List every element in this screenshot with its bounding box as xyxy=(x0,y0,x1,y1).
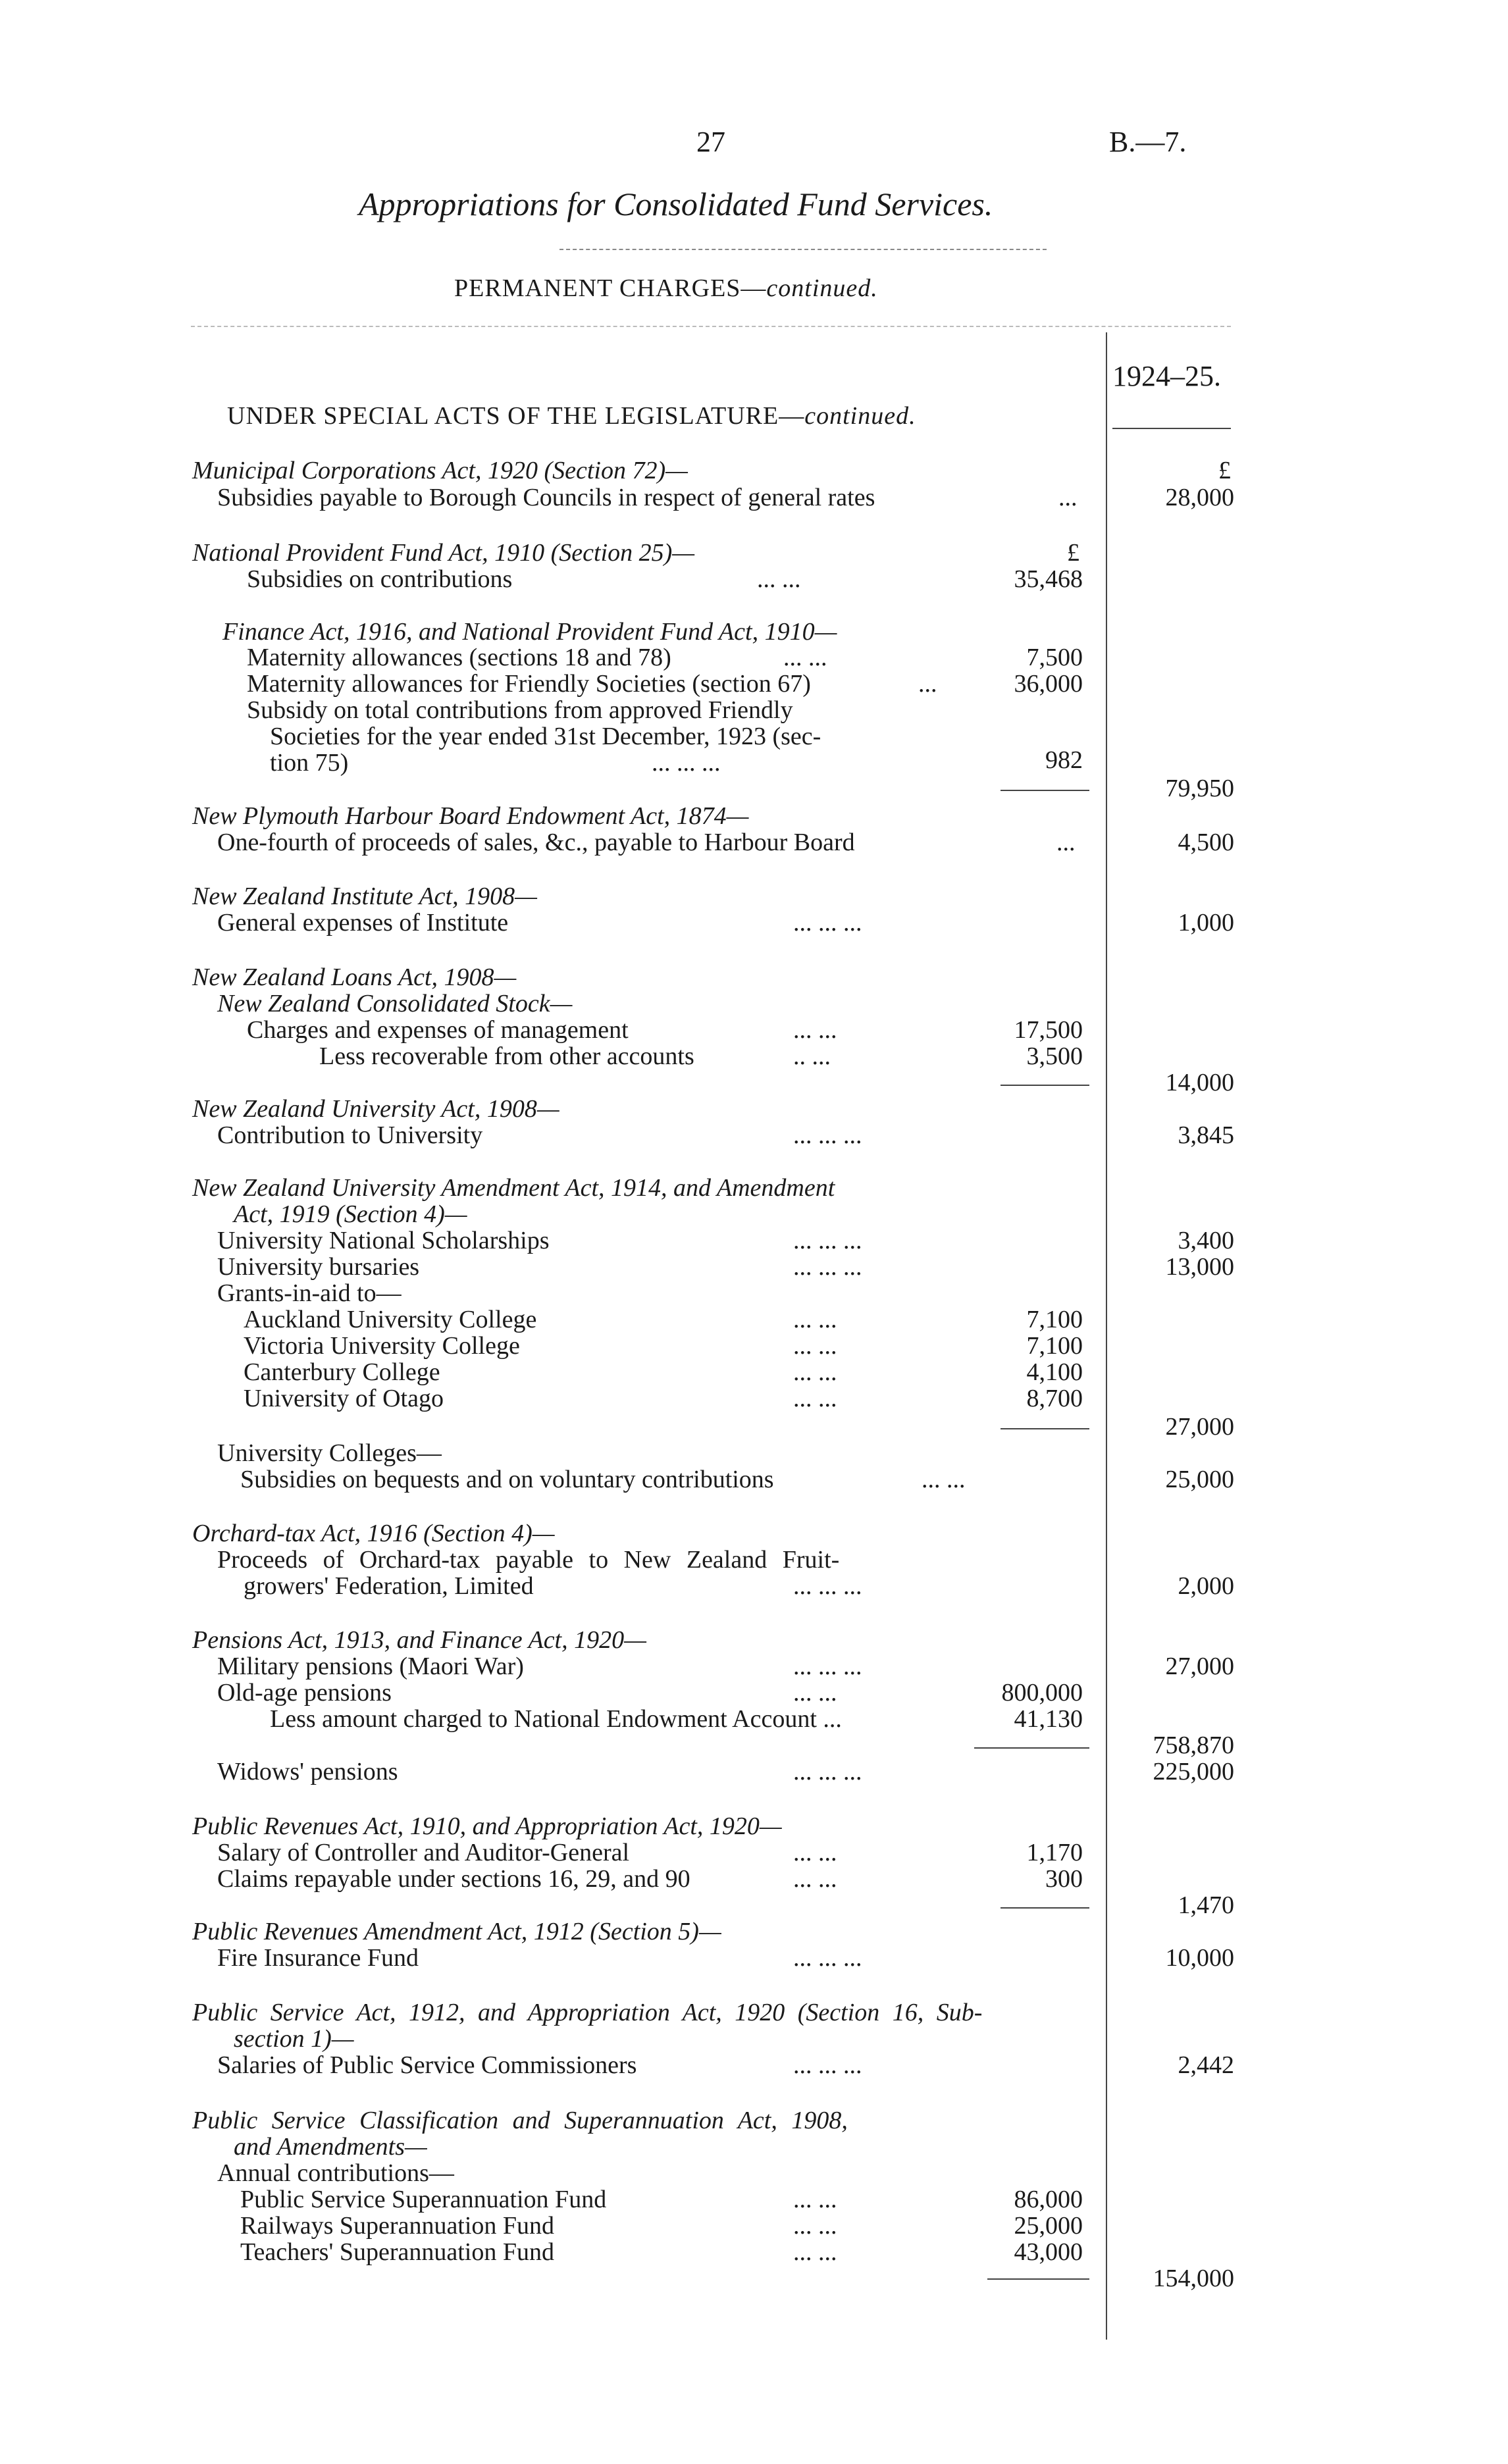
act-plymouth: New Plymouth Harbour Board Endowment Act, 1874— xyxy=(192,802,749,830)
amount-charges: 17,500 xyxy=(1014,1016,1083,1044)
total-nz-loans: 14,000 xyxy=(1165,1069,1234,1096)
total-bursaries: 13,000 xyxy=(1165,1253,1234,1281)
dots: .. ... xyxy=(793,1042,831,1070)
item-subsidy-l2: Societies for the year ended 31st December, 1923 (sec- xyxy=(270,723,821,750)
item-fire-insurance: Fire Insurance Fund xyxy=(217,1944,419,1972)
item-contribution: Contribution to University xyxy=(217,1121,483,1149)
dots: ... ... xyxy=(922,1466,966,1493)
dots: ... ... ... xyxy=(793,1944,862,1972)
dots: ... xyxy=(918,670,937,698)
item-nz-institute: General expenses of Institute xyxy=(217,909,509,937)
act-nzu-amendment-l2: Act, 1919 (Section 4)— xyxy=(234,1200,467,1228)
dots: ... ... ... xyxy=(793,1758,862,1785)
act-revenues-amendment: Public Revenues Amendment Act, 1912 (Section 5)— xyxy=(192,1918,721,1945)
item-plymouth: One-fourth of proceeds of sales, &c., payable to Harbour Board xyxy=(217,829,855,856)
act-nzu-amendment-l1: New Zealand University Amendment Act, 1914, and Amendment xyxy=(192,1174,835,1202)
item-military-pensions: Military pensions (Maori War) xyxy=(217,1653,524,1680)
dots: ... ... xyxy=(793,2238,837,2266)
dots: ... ... xyxy=(793,1865,837,1893)
total-nz-institute: 1,000 xyxy=(1178,909,1234,937)
section-heading: UNDER SPECIAL ACTS OF THE LEGISLATURE—continued. xyxy=(227,402,916,430)
item-maternity-friendly: Maternity allowances for Friendly Societies (section 67) xyxy=(247,670,811,698)
total-fire-insurance: 10,000 xyxy=(1165,1944,1234,1972)
act-classification-l1: Public Service Classification and Superannuation Act, 1908, xyxy=(192,2107,848,2134)
item-orchard-l1: Proceeds of Orchard-tax payable to New Zealand Fruit- xyxy=(217,1546,840,1574)
amount-teachers-fund: 43,000 xyxy=(1014,2238,1083,2266)
item-teachers-fund: Teachers' Superannuation Fund xyxy=(240,2238,554,2266)
page-subtitle: PERMANENT CHARGES—continued. xyxy=(454,274,878,302)
item-municipal: Subsidies payable to Borough Councils in respect of general rates xyxy=(217,484,875,511)
item-subsidy-l1: Subsidy on total contributions from approved Friendly xyxy=(247,696,793,724)
dots: ... ... xyxy=(793,1358,837,1386)
act-public-service-l2: section 1)— xyxy=(234,2025,354,2053)
amount-maternity-friendly: 36,000 xyxy=(1014,670,1083,698)
amount-railways-fund: 25,000 xyxy=(1014,2212,1083,2240)
total-orchard: 2,000 xyxy=(1178,1572,1234,1600)
dots: ... ... ... xyxy=(793,1653,862,1680)
item-otago: University of Otago xyxy=(244,1385,444,1412)
item-charges: Charges and expenses of management xyxy=(247,1016,629,1044)
subtotal-rule xyxy=(1001,1085,1089,1086)
item-less-recoverable: Less recoverable from other accounts xyxy=(319,1042,694,1070)
total-grants: 27,000 xyxy=(1165,1413,1234,1441)
amount-victoria: 7,100 xyxy=(1026,1332,1083,1360)
item-annual-contributions: Annual contributions— xyxy=(217,2159,454,2187)
title-divider xyxy=(559,249,1047,250)
subtotal-rule xyxy=(974,1747,1089,1749)
item-railways-fund: Railways Superannuation Fund xyxy=(240,2212,555,2240)
act-orchard-tax: Orchard-tax Act, 1916 (Section 4)— xyxy=(192,1520,555,1547)
item-grants-heading: Grants-in-aid to— xyxy=(217,1279,402,1307)
amount-less-national-endowment: 41,130 xyxy=(1014,1705,1083,1733)
act-finance-1916: Finance Act, 1916, and National Provident Fund Act, 1910— xyxy=(222,618,837,646)
item-colleges-subsidies: Subsidies on bequests and on voluntary contributions xyxy=(240,1466,774,1493)
total-finance-1916: 79,950 xyxy=(1165,775,1234,802)
act-public-revenues: Public Revenues Act, 1910, and Appropriation Act, 1920— xyxy=(192,1812,782,1840)
subtotal-rule xyxy=(987,2278,1089,2280)
amount-otago: 8,700 xyxy=(1026,1385,1083,1412)
item-orchard-l2: growers' Federation, Limited xyxy=(244,1572,534,1600)
dots: ... ... xyxy=(793,1385,837,1412)
dots: ... ... ... xyxy=(793,909,862,937)
act-public-service-l1: Public Service Act, 1912, and Appropriation Act, 1920 (Section 16, Sub- xyxy=(192,1999,983,2026)
total-military-pensions: 27,000 xyxy=(1165,1653,1234,1680)
dots: ... ... ... xyxy=(793,1227,862,1254)
year-header: 1924–25. xyxy=(1112,360,1221,392)
item-controller-salary: Salary of Controller and Auditor-General xyxy=(217,1839,630,1866)
total-plymouth: 4,500 xyxy=(1178,829,1234,856)
dots: ... xyxy=(1058,484,1078,511)
amount-claims-repayable: 300 xyxy=(1045,1865,1083,1893)
item-commissioners-salaries: Salaries of Public Service Commissioners xyxy=(217,2051,637,2079)
amount-canterbury: 4,100 xyxy=(1026,1358,1083,1386)
total-public-revenues: 1,470 xyxy=(1178,1891,1234,1919)
dots: ... ... ... xyxy=(793,1253,862,1281)
dots: ... ... ... xyxy=(793,1121,862,1149)
page-title: Appropriations for Consolidated Fund Services. xyxy=(359,186,993,222)
subtotal-rule xyxy=(1001,1907,1089,1909)
subtotal-rule xyxy=(1001,1428,1089,1429)
currency-total: £ xyxy=(1218,457,1231,484)
item-maternity: Maternity allowances (sections 18 and 78) xyxy=(247,644,671,671)
amount-public-service-fund: 86,000 xyxy=(1014,2186,1083,2213)
dots: ... ... ... xyxy=(793,2051,862,2079)
total-scholarships: 3,400 xyxy=(1178,1227,1234,1254)
subtotal-rule xyxy=(1001,790,1089,791)
dots: ... ... xyxy=(793,2212,837,2240)
total-nz-university: 3,845 xyxy=(1178,1121,1234,1149)
total-classification: 154,000 xyxy=(1153,2265,1234,2292)
dots: ... ... ... xyxy=(793,1572,862,1600)
act-nz-university: New Zealand University Act, 1908— xyxy=(192,1095,559,1123)
item-old-age-pensions: Old-age pensions xyxy=(217,1679,392,1707)
currency-amount: £ xyxy=(1067,539,1079,567)
item-npf: Subsidies on contributions xyxy=(247,565,513,593)
subtitle-divider xyxy=(191,326,1231,327)
amount-maternity: 7,500 xyxy=(1026,644,1083,671)
item-less-national-endowment: Less amount charged to National Endowment Account ... xyxy=(270,1705,842,1733)
dots: ... ... xyxy=(757,565,801,593)
item-public-service-fund: Public Service Superannuation Fund xyxy=(240,2186,607,2213)
act-pensions: Pensions Act, 1913, and Finance Act, 1920— xyxy=(192,1626,646,1654)
item-claims-repayable: Claims repayable under sections 16, 29, and 90 xyxy=(217,1865,690,1893)
act-municipal: Municipal Corporations Act, 1920 (Section 72)— xyxy=(192,457,688,484)
year-header-underline xyxy=(1112,428,1231,429)
total-colleges: 25,000 xyxy=(1165,1466,1234,1493)
item-bursaries: University bursaries xyxy=(217,1253,420,1281)
dots: ... ... xyxy=(793,1679,837,1707)
total-widows-pensions: 225,000 xyxy=(1153,1758,1234,1785)
total-commissioners-salaries: 2,442 xyxy=(1178,2051,1234,2079)
dots: ... ... xyxy=(783,644,827,671)
item-victoria: Victoria University College xyxy=(244,1332,520,1360)
amount-controller-salary: 1,170 xyxy=(1026,1839,1083,1866)
item-subsidy-l3: tion 75) xyxy=(270,749,349,777)
item-canterbury: Canterbury College xyxy=(244,1358,440,1386)
amount-npf: 35,468 xyxy=(1014,565,1083,593)
page-number: 27 xyxy=(696,126,725,158)
sub-consolidated-stock: New Zealand Consolidated Stock— xyxy=(217,990,573,1017)
amount-auckland: 7,100 xyxy=(1026,1306,1083,1333)
dots: ... ... xyxy=(793,1016,837,1044)
dots: ... ... ... xyxy=(652,749,721,777)
amount-subsidy: 982 xyxy=(1045,746,1083,774)
dots: ... ... xyxy=(793,1839,837,1866)
total-old-age-pensions: 758,870 xyxy=(1153,1732,1234,1759)
dots: ... ... xyxy=(793,2186,837,2213)
amount-less-recoverable: 3,500 xyxy=(1026,1042,1083,1070)
item-widows-pensions: Widows' pensions xyxy=(217,1758,398,1785)
act-classification-l2: and Amendments— xyxy=(234,2133,427,2161)
item-colleges-heading: University Colleges— xyxy=(217,1439,442,1467)
dots: ... ... xyxy=(793,1306,837,1333)
act-nz-institute: New Zealand Institute Act, 1908— xyxy=(192,883,537,910)
dots: ... xyxy=(1056,829,1076,856)
amount-old-age-pensions: 800,000 xyxy=(1001,1679,1083,1707)
dots: ... ... xyxy=(793,1332,837,1360)
act-npf: National Provident Fund Act, 1910 (Section 25)— xyxy=(192,539,695,567)
total-municipal: 28,000 xyxy=(1165,484,1234,511)
item-scholarships: University National Scholarships xyxy=(217,1227,550,1254)
document-reference: B.—7. xyxy=(1109,126,1187,158)
act-nz-loans: New Zealand Loans Act, 1908— xyxy=(192,963,517,991)
total-column-rule xyxy=(1106,332,1107,2340)
item-auckland: Auckland University College xyxy=(244,1306,537,1333)
